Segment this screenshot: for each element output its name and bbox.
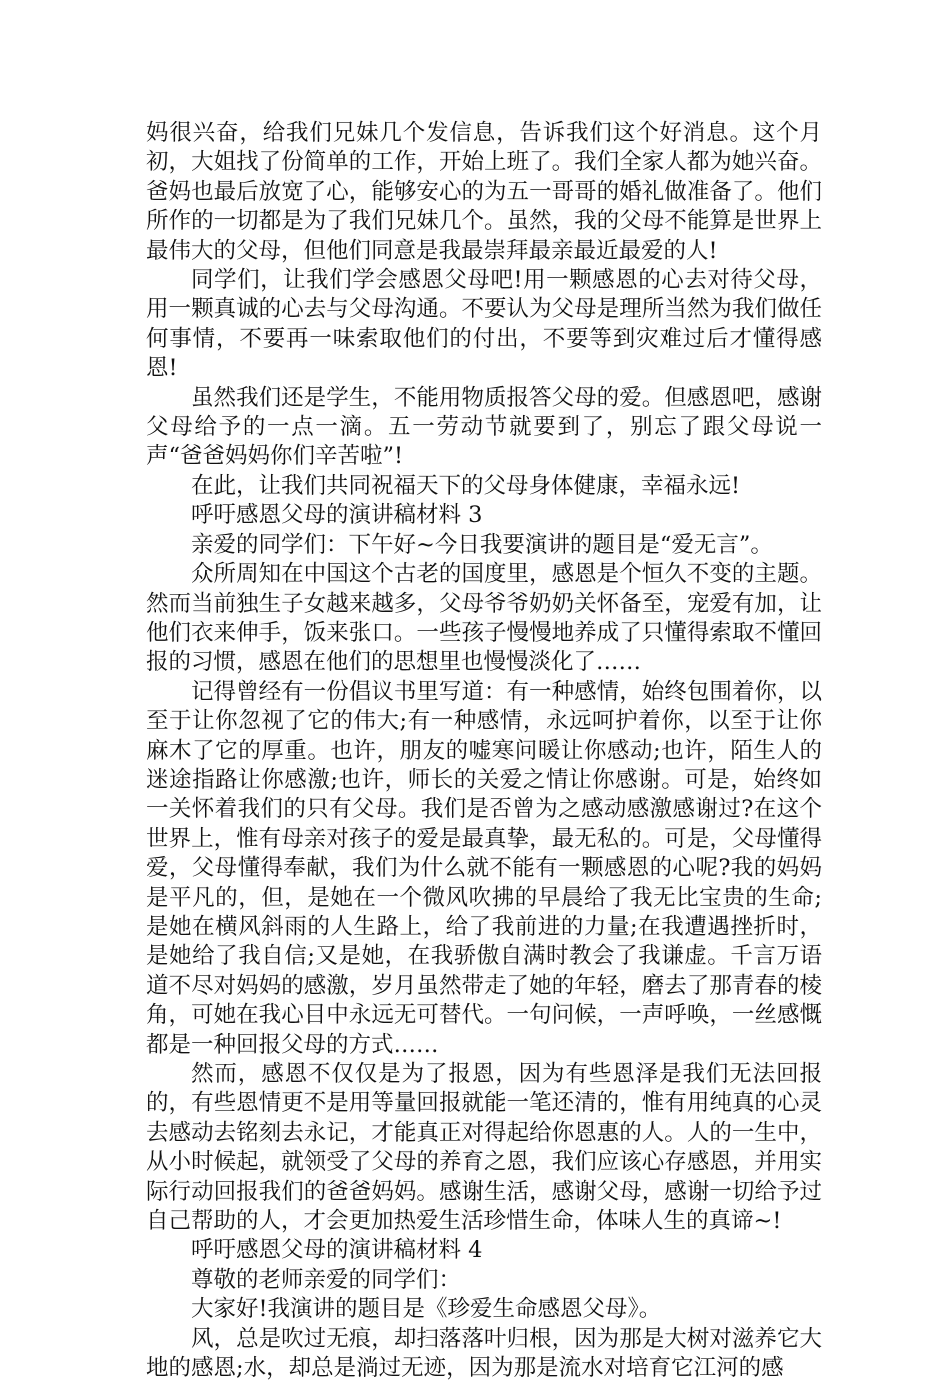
paragraph-4: 在此，让我们共同祝福天下的父母身体健康，幸福永远! <box>191 472 741 499</box>
paragraph-13: 风，总是吹过无痕，却扫落落叶归根，因为那是大树对滋养它大地的感恩;水，却总是淌过无迹，因为那是流水对培育它江河的感 <box>146 1325 822 1382</box>
paragraph-7: 众所周知在中国这个古老的国度里，感恩是个恒久不变的主题。然而当前独生子女越来越多，父母爷爷奶奶关怀备至，宠爱有加，让他们衣来伸手，饭来张口。一些孩子慢慢地养成了只懂得索取不懂回报的习惯，感恩在他们的思想里也慢慢淡化了…… <box>146 561 822 676</box>
paragraph-6: 亲爱的同学们：下午好~今日我要演讲的题目是“爱无言”。 <box>191 531 773 558</box>
section-heading-3: 呼吁感恩父母的演讲稿材料 3 <box>191 502 483 529</box>
paragraph-11: 尊敬的老师亲爱的同学们： <box>191 1266 462 1293</box>
paragraph-8: 记得曾经有一份倡议书里写道：有一种感情，始终包围着你，以至于让你忽视了它的伟大;有一种感情，永远呵护着你，以至于让你麻木了它的厚重。也许，朋友的嘘寒问暖让你感动;也许，陌生人的迷途指路让你感激;也许，师长的关爱之情让你感谢。可是，始终如一关怀着我们的只有父母。我们是否曾为之感动感激感谢过?在这个世界上，惟有母亲对孩子的爱是最真挚，最无私的。可是，父母懂得爱，父母懂得奉献，我们为什么就不能有一颗感恩的心呢?我的妈妈是平凡的，但，是她在一个微风吹拂的早晨给了我无比宝贵的生命;是她在横风斜雨的人生路上，给了我前进的力量;在我遭遇挫折时，是她给了我自信;又是她，在我骄傲自满时教会了我谦虚。千言万语道不尽对妈妈的感激，岁月虽然带走了她的年轻，磨去了那青春的棱角，可她在我心目中永远无可替代。一句问候，一声呼唤，一丝感慨都是一种回报父母的方式…… <box>146 678 822 1058</box>
section-heading-4: 呼吁感恩父母的演讲稿材料 4 <box>191 1237 483 1264</box>
document-page <box>146 119 822 1383</box>
paragraph-12: 大家好!我演讲的题目是《珍爱生命感恩父母》。 <box>191 1296 662 1323</box>
paragraph-9: 然而，感恩不仅仅是为了报恩，因为有些恩泽是我们无法回报的，有些恩情更不是用等量回报就能一笔还清的，惟有用纯真的心灵去感动去铭刻去永记，才能真正对得起给你恩惠的人。人的一生中，从小时候起，就领受了父母的养育之恩，我们应该心存感恩，并用实际行动回报我们的爸爸妈妈。感谢生活，感谢父母，感谢一切给予过自己帮助的人，才会更加热爱生活珍惜生命，体味人生的真谛~! <box>146 1061 822 1235</box>
paragraph-2: 同学们，让我们学会感恩父母吧!用一颗感恩的心去对待父母，用一颗真诚的心去与父母沟通。不要认为父母是理所当然为我们做任何事情，不要再一味索取他们的付出，不要等到灾难过后才懂得感恩! <box>146 267 822 382</box>
paragraph-3: 虽然我们还是学生，不能用物质报答父母的爱。但感恩吧，感谢父母给予的一点一滴。五一劳动节就要到了，别忘了跟父母说一声“爸爸妈妈你们辛苦啦”! <box>146 384 822 470</box>
paragraph-1: 妈很兴奋，给我们兄妹几个发信息，告诉我们这个好消息。这个月初，大姐找了份简单的工作，开始上班了。我们全家人都为她兴奋。爸妈也最后放宽了心，能够安心的为五一哥哥的婚礼做准备了。他们所作的一切都是为了我们兄妹几个。虽然，我的父母不能算是世界上最伟大的父母，但他们同意是我最崇拜最亲最近最爱的人! <box>146 120 822 264</box>
